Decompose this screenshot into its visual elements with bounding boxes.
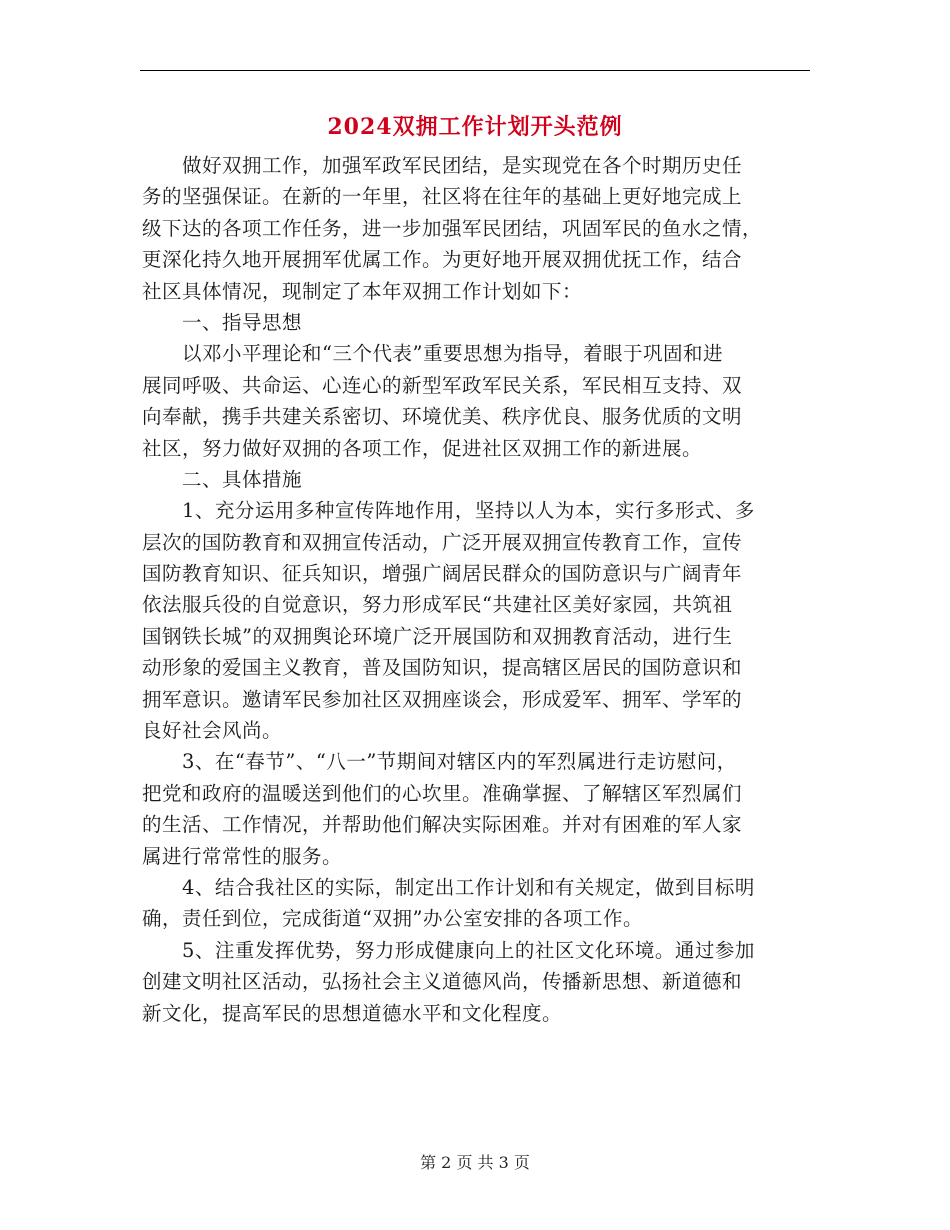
text-line: 的生活、工作情况，并帮助他们解决实际困难。并对有困难的军人家 (142, 813, 743, 837)
text-line: 一、指导思想 (182, 310, 303, 334)
text-line: 3、在“春节”、“八一”节期间对辖区内的军烈属进行走访慰问， (182, 750, 737, 774)
text-line: 创建文明社区活动，弘扬社会主义道德风尚，传播新思想、新道德和 (142, 970, 743, 994)
text-line: 展同呼吸、共命运、心连心的新型军政军民关系，军民相互支持、双 (142, 373, 743, 397)
text-line: 级下达的各项工作任务，进一步加强军民团结，巩固军民的鱼水之情， (142, 216, 763, 240)
text-line: 社区，努力做好双拥的各项工作，促进社区双拥工作的新进展。 (142, 436, 703, 460)
text-line: 动形象的爱国主义教育，普及国防知识，提高辖区居民的国防意识和 (142, 656, 743, 680)
text-line: 国防教育知识、征兵知识，增强广阔居民群众的国防意识与广阔青年 (142, 562, 743, 586)
text-line: 1、充分运用多种宣传阵地作用，坚持以人为本，实行多形式、多 (182, 499, 755, 523)
text-line: 做好双拥工作，加强军政军民团结，是实现党在各个时期历史任 (182, 154, 743, 177)
text-line: 务的坚强保证。在新的一年里，社区将在往年的基础上更好地完成上 (142, 185, 743, 209)
text-line: 4、结合我社区的实际，制定出工作计划和有关规定，做到目标明 (182, 875, 755, 899)
page-number-footer: 第 2 页 共 3 页 (420, 1153, 530, 1172)
text-line: 层次的国防教育和双拥宣传活动，广泛开展双拥宣传教育工作，宣传 (142, 530, 743, 554)
text-line: 5、注重发挥优势，努力形成健康向上的社区文化环境。通过参加 (182, 938, 755, 962)
text-line: 拥军意识。邀请军民参加社区双拥座谈会，形成爱军、拥军、学军的 (142, 687, 743, 711)
text-line: 新文化，提高军民的思想道德水平和文化程度。 (142, 1001, 563, 1025)
document-title: 2024双拥工作计划开头范例 (327, 114, 623, 140)
text-line: 二、具体措施 (182, 467, 303, 491)
header-rule (140, 70, 810, 71)
text-line: 以邓小平理论和“三个代表”重要思想为指导，着眼于巩固和进 (182, 342, 723, 366)
text-line: 向奉献，携手共建关系密切、环境优美、秩序优良、服务优质的文明 (142, 405, 743, 429)
text-line: 国钢铁长城”的双拥舆论环境广泛开展国防和双拥教育活动，进行生 (142, 624, 733, 648)
document-body (142, 150, 812, 1029)
text-line: 良好社会风尚。 (142, 719, 283, 743)
text-line: 依法服兵役的自觉意识，努力形成军民“共建社区美好家园，共筑祖 (142, 593, 733, 617)
text-line: 把党和政府的温暖送到他们的心坎里。准确掌握、了解辖区军烈属们 (142, 781, 743, 805)
text-line: 属进行常常性的服务。 (142, 844, 343, 868)
text-line: 更深化持久地开展拥军优属工作。为更好地开展双拥优抚工作，结合 (142, 248, 743, 272)
text-line: 确，责任到位，完成街道“双拥”办公室安排的各项工作。 (142, 907, 643, 931)
text-line: 社区具体情况，现制定了本年双拥工作计划如下： (142, 279, 583, 303)
